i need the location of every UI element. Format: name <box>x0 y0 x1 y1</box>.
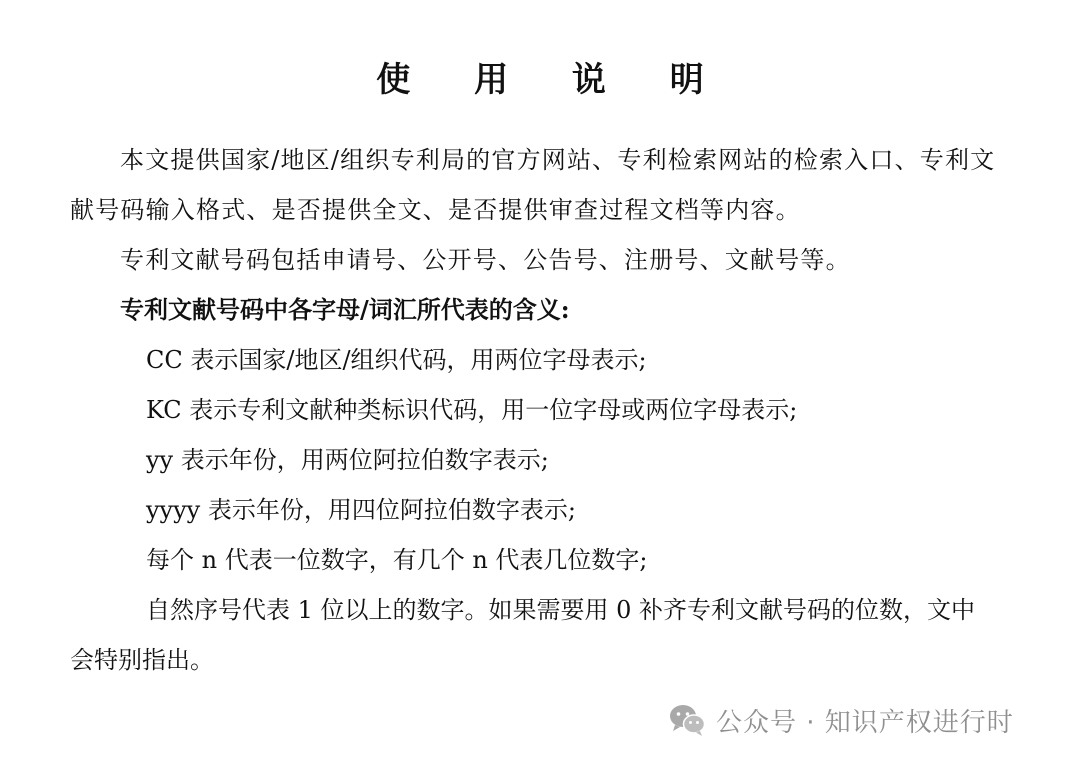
wechat-icon <box>668 703 706 737</box>
last-paragraph-line-1: 自然序号代表 1 位以上的数字。如果需要用 0 补齐专利文献号码的位数，文中 <box>146 596 976 624</box>
list-item: CC 表示国家/地区/组织代码，用两位字母表示; <box>146 346 647 374</box>
last-paragraph-line-2: 会特别指出。 <box>70 646 214 674</box>
list-item: yyyy 表示年份，用四位阿拉伯数字表示; <box>146 496 576 524</box>
watermark <box>668 700 1014 740</box>
paragraph-1-line-2: 献号码输入格式、是否提供全文、是否提供审查过程文档等内容。 <box>70 196 801 224</box>
document-title: 使 用 说 明 <box>376 60 730 100</box>
section-heading: 专利文献号码中各字母/词汇所代表的含义: <box>120 295 570 324</box>
paragraph-1-line-1: 本文提供国家/地区/组织专利局的官方网站、专利检索网站的检索入口、专利文 <box>120 146 996 174</box>
watermark-text: 公众号 · 知识产权进行时 <box>716 707 1014 738</box>
list-item: KC 表示专利文献种类标识代码，用一位字母或两位字母表示; <box>146 396 798 424</box>
paragraph-2: 专利文献号码包括申请号、公开号、公告号、注册号、文献号等。 <box>120 246 851 274</box>
list-item: yy 表示年份，用两位阿拉伯数字表示; <box>146 446 549 474</box>
list-item: 每个 n 代表一位数字，有几个 n 代表几位数字; <box>146 546 648 574</box>
